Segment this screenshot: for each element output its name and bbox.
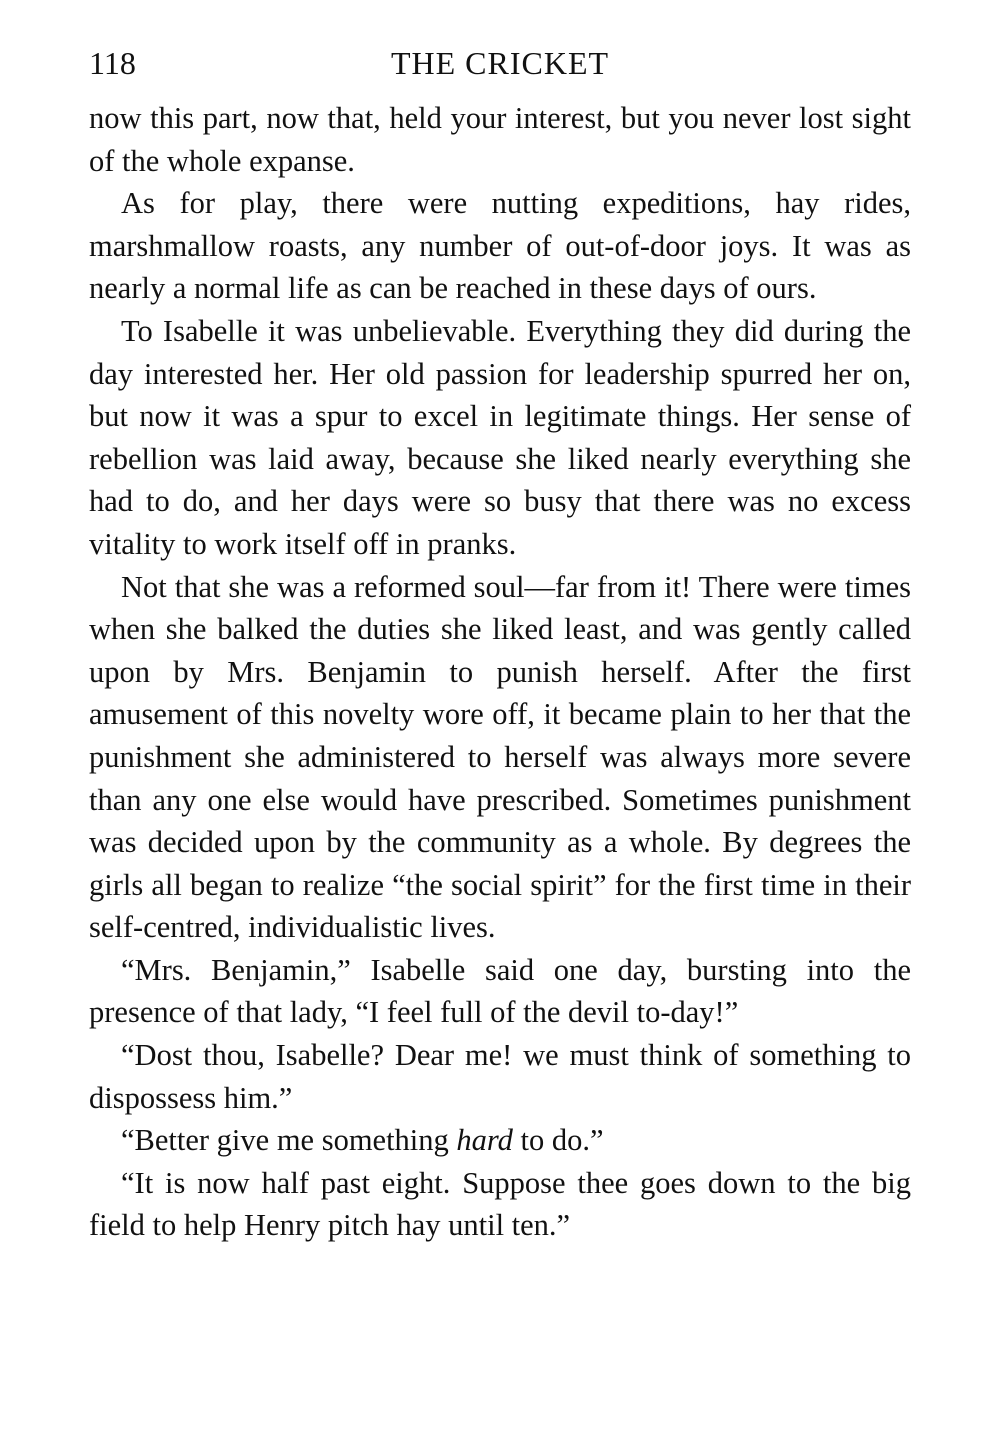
paragraph-dialogue-dispossess: “Dost thou, Isabelle? Dear me! we must think of something to dispossess him.” — [89, 1038, 911, 1115]
dialogue-hard-before: “Better give me something — [121, 1123, 457, 1158]
paragraph-dialogue-half-past-eight: “It is now half past eight. Suppose thee goes down to the big field to help Henry pitch hay until ten.” — [89, 1165, 911, 1243]
dialogue-hard-after: to do.” — [512, 1123, 604, 1158]
paragraph-reformed-soul: Not that she was a reformed soul—far from it! There were times when she balked the duties she liked least, and was gently called upon by Mrs. Benjamin to punish herself. After the first amusement of this novelty wore off, it became plain to her that the punishment she administered to herself was always more severe than any one else would have prescribed. Sometimes punishment was decided upon by the community as a whole. By degrees the girls all began to realize “the social spirit” for the first time in their self-centred, individualistic lives. — [89, 569, 911, 945]
paragraph-continued: now this part, now that, held your interest, but you never lost sight of the whole expanse. — [89, 101, 911, 178]
running-head — [89, 38, 911, 88]
dialogue-hard-emphasis: hard — [456, 1123, 513, 1158]
paragraph-isabelle: To Isabelle it was unbelievable. Everything they did during the day interested her. Her old passion for leadership spurred her on, but now it was a spur to excel in legitimate things. Her sense of rebellion was laid away, because she liked nearly everything she had to do, and her days were so busy that there was no excess vitality to work itself off in pranks. — [89, 313, 911, 561]
paragraph-dialogue-hard — [89, 1119, 911, 1162]
body-text — [89, 97, 911, 1247]
running-title: THE CRICKET — [390, 45, 610, 81]
paragraph-dialogue-devil: “Mrs. Benjamin,” Isabelle said one day, bursting into the presence of that lady, “I feel full of the devil to-day!” — [89, 952, 911, 1030]
page-number: 118 — [89, 45, 136, 81]
paragraph-play: As for play, there were nutting expeditions, hay rides, marshmallow roasts, any number of out-of-door joys. It was as nearly a normal life as can be reached in these days of ours. — [89, 186, 911, 306]
